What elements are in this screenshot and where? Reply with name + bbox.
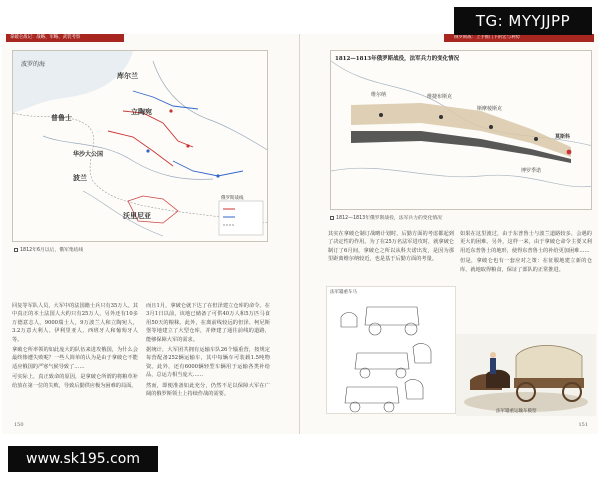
left-campaign-map [12, 50, 268, 242]
paragraph: 然而，即便准备如此充分，仍然不足以保障大军在广阔的俄罗斯领土上持续作战的需要。 [146, 382, 270, 398]
left-caption-text: 1812年6月以后，俄军集结线 [20, 248, 84, 253]
left-header-text: 拿破仑战记：战略、军略、武装考察 [10, 35, 81, 40]
left-page [2, 34, 300, 434]
paragraph: 其实在拿破仑制订战略计划时，后勤方面的考虑都起到了决定性的作用。为了在25万名法军进攻时，就拿破仑制订了6月间，拿破仑之所以从科夫诺出发，是因为那里距离维尔纳较近，也是基于后勤方面的考量。 [328, 231, 454, 263]
caption-square-icon [14, 248, 18, 252]
wagon-model-drawing [456, 334, 596, 416]
caption-square-icon [330, 216, 334, 220]
photo-caption: 法军辎重运输车模型 [496, 409, 537, 414]
map-label-vilna: 维尔纳 [371, 92, 387, 98]
right-page [300, 34, 598, 434]
map-label-smolensk: 斯摩棱斯克 [477, 106, 503, 112]
watermark-top: TG: MYYJJPP [454, 7, 592, 35]
wagon-model-photo [456, 334, 596, 416]
watermark-bottom: www.sk195.com [8, 446, 158, 472]
left-text-column-2 [146, 302, 270, 420]
right-header-text: 俄罗斯战：上手推门下的宏与利势 [454, 35, 520, 40]
sketch-caption: 法军辎重车马 [330, 290, 357, 295]
paragraph: 如果在这里渡过，由于东普鲁士与波兰道路较多，会遇的更大的困难。另外，这样一来，由于拿破仑命令主要又利用近东普鲁士的地形，使得东普鲁士的补给更加困难…… [460, 231, 592, 254]
map-label-vitebsk: 维捷布斯克 [427, 94, 453, 100]
right-page-number: 151 [578, 422, 588, 428]
right-caption-text: 1812—1813年俄罗斯战役，法军兵力的变化情况 [336, 216, 442, 221]
map-legend-title: 俄罗斯战线 [221, 196, 244, 201]
left-page-number: 150 [14, 422, 24, 428]
right-map-drawing [331, 51, 592, 210]
map-label-prussia: 普鲁士 [51, 113, 72, 122]
paragraph: 但是，拿破仑也有一套应对之策：在征服地建立新的仓库，就地取得粮食，保证了部队的正常推进。 [460, 258, 592, 273]
right-map-title: 1812—1813年俄罗斯战役，法军兵力的变化情况 [335, 56, 460, 62]
paragraph: 可实际上，真正致命的原因，是拿破仑所谓的将粮草补给放在第一位的失败，导致后勤供应极为困难的局面。 [12, 374, 138, 389]
paragraph: 回复等军队人员，大军中的法国籍士兵只有35万人。其中真正的本土法国人大约只有25万人，另外还有10多万德意志人，9000瑞士人，9万波兰人和立陶宛人，3.2万意大利人、伊利里亚人、西班牙人和葡萄牙人等。 [12, 303, 138, 343]
book-spread [2, 34, 598, 434]
right-text-column-1 [328, 230, 454, 282]
map-label-moscow: 莫斯科 [555, 134, 571, 140]
paragraph: 据统计，大军团共拥有运输车队26个辎重营，按规定每营配备252辆运输车，其中每辆车可装载1.5吨物资。此外，还有6000辆轻型车辆用于运输各类补给品，总运力相当庞大…… [146, 347, 270, 379]
wagon-sketch-drawing [327, 287, 456, 414]
paragraph: 拿破仑所率领的如此庞大的队伍来进攻俄国，为什么会最终惨遭失败呢？一些人简单的认为是由于拿破仑不能适应俄国的严寒气候导致了…… [12, 347, 138, 370]
right-troop-map [330, 50, 592, 210]
paragraph: 而且1月，拿破仑就下达了在但泽建立仓库的命令。在3月1日以前，该地已储备了可供40万人和5万匹马食用50天的粮秣。此外，在离前线较远的但泽、柯尼斯堡等地建立了大型仓库，并修建了通往前线的道路，能够保障大军的需求。 [146, 303, 270, 343]
left-text-column-1 [12, 302, 138, 420]
map-label-baltic: 波罗的海 [21, 61, 46, 68]
map-label-lithuania: 立陶宛 [131, 107, 152, 116]
map-label-borodino: 博罗季诺 [521, 168, 542, 174]
left-map-caption [14, 246, 83, 253]
wagon-sketch [326, 286, 456, 414]
map-label-volhynia: 沃里尼亚 [123, 211, 151, 220]
map-label-courland: 库尔兰 [117, 71, 138, 80]
map-label-poland: 波兰 [73, 173, 87, 182]
right-map-caption [330, 214, 442, 221]
map-label-warsaw: 华沙大公国 [73, 151, 104, 158]
